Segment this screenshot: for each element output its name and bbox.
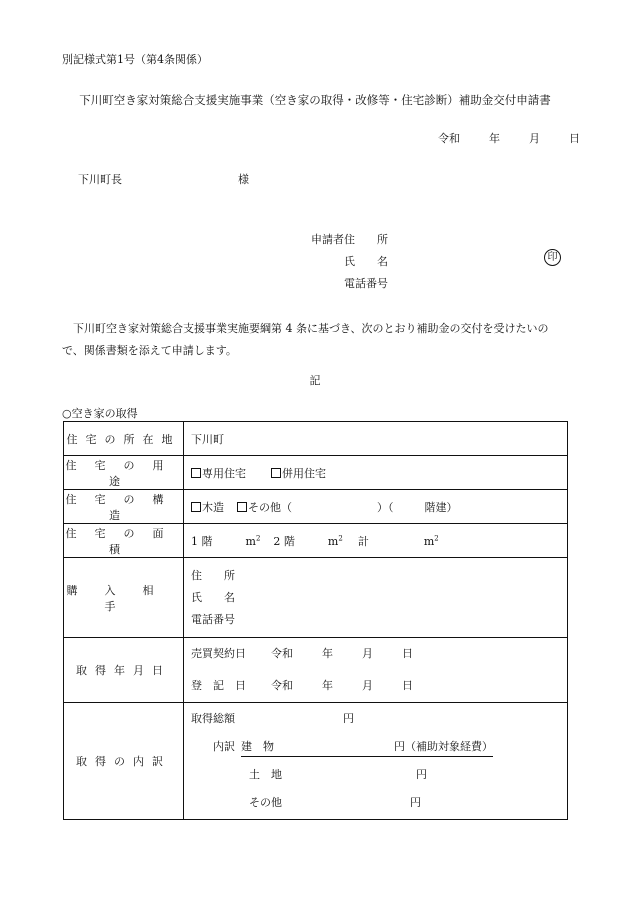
area-total: 計 xyxy=(357,534,369,548)
breakdown-other: その他 xyxy=(249,796,282,809)
breakdown-naiyaku: 内訳 xyxy=(213,740,235,753)
ki-heading: 記 xyxy=(309,374,321,387)
date-month: 月 xyxy=(529,132,540,145)
checkbox-dedicated[interactable] xyxy=(191,468,201,478)
contract-era: 令和 xyxy=(271,647,293,660)
applicant-block xyxy=(311,229,388,295)
addressee xyxy=(78,171,249,187)
checkbox-wood[interactable] xyxy=(191,502,201,512)
area-unit-3: m xyxy=(423,534,435,548)
checkbox-mixed[interactable] xyxy=(271,468,281,478)
date-year: 年 xyxy=(489,132,500,145)
contract-date-line xyxy=(191,638,567,670)
contract-day: 日 xyxy=(402,647,413,660)
table-row-area xyxy=(64,524,568,558)
breakdown-other-line xyxy=(191,789,567,817)
applicant-phone-label: 電話番号 xyxy=(344,277,388,290)
table-row-breakdown xyxy=(64,703,568,820)
seller-name: 氏 名 xyxy=(191,590,235,604)
area-sup-3: 2 xyxy=(434,533,439,542)
seller-label: 購入相手 xyxy=(64,558,184,638)
use-value xyxy=(184,456,568,490)
seller-phone: 電話番号 xyxy=(191,612,235,626)
area-sup-1: 2 xyxy=(255,533,261,542)
use-opt-dedicated: 専用住宅 xyxy=(202,466,246,480)
acquisition-table xyxy=(63,421,568,820)
table-row-use xyxy=(64,456,568,490)
table-row-structure xyxy=(64,490,568,524)
body-paragraph: 下川町空き家対策総合支援事業実施要綱第 4 条に基づき、次のとおり補助金の交付を受けたいので、関係書類を添えて申請します。 xyxy=(62,322,549,357)
contract-month: 月 xyxy=(362,647,373,660)
breakdown-total-line xyxy=(191,705,567,733)
table-row-acquired xyxy=(64,638,568,703)
checkbox-other[interactable] xyxy=(237,502,247,512)
registration-era: 令和 xyxy=(271,679,293,692)
breakdown-building: 建 物 xyxy=(241,740,274,753)
registration-label: 登 記 日 xyxy=(191,679,246,692)
registration-year: 年 xyxy=(322,679,333,692)
addressee-name: 下川町長 xyxy=(78,173,122,186)
seller-address: 住 所 xyxy=(191,568,235,582)
seal-mark: 印 xyxy=(544,249,561,266)
breakdown-total-yen: 円 xyxy=(343,712,354,725)
breakdown-land-yen: 円 xyxy=(416,768,427,781)
location-label: 住宅の所在地 xyxy=(64,422,184,456)
structure-value xyxy=(184,490,568,524)
breakdown-other-yen: 円 xyxy=(410,796,421,809)
addressee-honorific: 様 xyxy=(238,173,249,186)
table-row-seller xyxy=(64,558,568,638)
table-row-location xyxy=(64,422,568,456)
date-day: 日 xyxy=(569,132,580,145)
section-title: ○空き家の取得 xyxy=(62,407,138,420)
structure-label: 住宅の構造 xyxy=(64,490,184,524)
building-underline xyxy=(241,738,493,757)
seller-value xyxy=(184,558,568,638)
applicant-name-label: 氏 名 xyxy=(344,255,388,268)
area-floor1: 1 階 xyxy=(191,534,213,548)
structure-close: ）（ xyxy=(377,500,394,514)
location-value: 下川町 xyxy=(184,422,568,456)
document-title: 下川町空き家対策総合支援実施事業（空き家の取得・改修等・住宅診断）補助金交付申請書 xyxy=(79,93,551,107)
area-unit-2: m xyxy=(327,534,339,548)
area-sup-2: 2 xyxy=(338,533,343,542)
area-unit-1: m xyxy=(245,534,256,548)
use-label: 住宅の用途 xyxy=(64,456,184,490)
acquired-value xyxy=(184,638,568,703)
acquired-label: 取得年月日 xyxy=(64,638,184,703)
area-floor2: 2 階 xyxy=(273,534,295,548)
breakdown-building-line xyxy=(191,733,567,761)
date-line xyxy=(438,130,580,146)
date-era: 令和 xyxy=(438,132,460,145)
contract-label: 売買契約日 xyxy=(191,647,246,660)
applicant-address-label: 住 所 xyxy=(344,233,388,246)
applicant-prefix: 申請者 xyxy=(311,233,344,246)
area-value xyxy=(184,524,568,558)
registration-month: 月 xyxy=(362,679,373,692)
breakdown-total-label: 取得総額 xyxy=(191,712,235,725)
use-opt-mixed: 併用住宅 xyxy=(282,466,326,480)
structure-opt-other: その他（ xyxy=(248,500,292,514)
registration-day: 日 xyxy=(402,679,413,692)
form-number: 別記様式第1号（第4条関係） xyxy=(62,53,208,66)
breakdown-land: 土 地 xyxy=(249,768,282,781)
breakdown-land-line xyxy=(191,761,567,789)
structure-opt-wood: 木造 xyxy=(202,500,224,514)
breakdown-value xyxy=(184,703,568,820)
structure-floors: 階建） xyxy=(424,500,458,514)
contract-year: 年 xyxy=(322,647,333,660)
breakdown-building-yen: 円（補助対象経費） xyxy=(394,740,493,753)
area-label: 住宅の面積 xyxy=(64,524,184,558)
registration-date-line xyxy=(191,670,567,702)
breakdown-label: 取得の内訳 xyxy=(64,703,184,820)
